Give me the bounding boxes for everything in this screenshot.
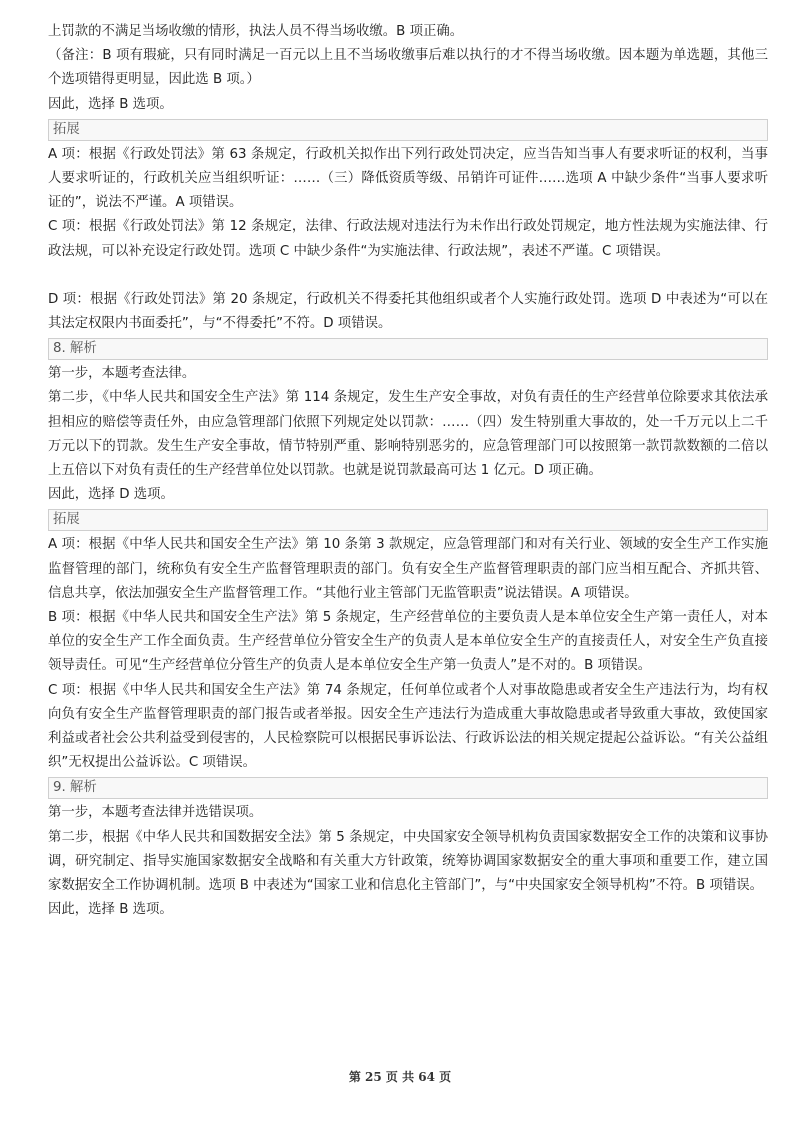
document-body (48, 20, 768, 923)
paragraph: C 项：根据《中华人民共和国安全生产法》第 74 条规定，任何单位或者个人对事故隐患或者安全生产违法行为，均有权向负有安全生产监督管理职责的部门报告或者举报。因安全生产违法行为造成重大事故隐患或者导致重大事故，致使国家利益或者社会公共利益受到侵害的，人民检察院可以根据民事诉讼法、行政诉讼法的相关规定提起公益诉讼。“有关公益组织”无权提出公益诉讼。C 项错误。 (48, 682, 768, 771)
conclusion-paragraph: 因此，选择 B 选项。 (48, 96, 173, 112)
paragraph: 第一步，本题考查法律并选错误项。 (48, 805, 263, 821)
paragraph: A 项：根据《中华人民共和国安全生产法》第 10 条第 3 款规定，应急管理部门和对有关行业、领域的安全生产工作实施监督管理的部门，统称负有安全生产监督管理职责的部门。负有安全生产监督管理职责的部门应当相互配合、齐抓共管、信息共享，依法加强安全生产监督管理工作。“其他行业主管部门无监管职责”说法错误。A 项错误。 (48, 537, 768, 601)
section-header-q8: 8. 解析 (48, 338, 768, 360)
section-header-extension: 拓展 (48, 119, 768, 141)
paragraph: 上罚款的不满足当场收缴的情形，执法人员不得当场收缴。B 项正确。 (48, 24, 464, 39)
section-header-q9: 9. 解析 (48, 777, 768, 799)
conclusion-paragraph: 因此，选择 D 选项。 (48, 487, 174, 503)
paragraph: 第二步，根据《中华人民共和国数据安全法》第 5 条规定，中央国家安全领导机构负责国家数据安全工作的决策和议事协调，研究制定、指导实施国家数据安全战略和有关重大方针政策，统筹协调国家数据安全的重大事项和重要工作，建立国家数据安全工作协调机制。选项 B 中表述为“国家工业和信息化主管部门”，与“中央国家安全领导机构”不符。B 项错误。 (48, 829, 768, 894)
paragraph: A 项：根据《行政处罚法》第 63 条规定，行政机关拟作出下列行政处罚决定，应当告知当事人有要求听证的权利，当事人要求听证的，行政机关应当组织听证：……（三）降低资质等级、吊销许可证件……选项 A 中缺少条件“当事人要求听证的”，说法不严谨。A 项错误。 (48, 146, 768, 211)
paragraph: 第一步，本题考查法律。 (48, 366, 196, 382)
section-header-extension: 拓展 (48, 509, 768, 531)
spacer (48, 264, 768, 288)
note-paragraph: （备注：B 项有瑕疵，只有同时满足一百元以上且不当场收缴事后难以执行的才不得当场收缴。因本题为单选题，其他三个选项错得更明显，因此选 B 项。） (48, 48, 768, 88)
paragraph: B 项：根据《中华人民共和国安全生产法》第 5 条规定，生产经营单位的主要负责人是本单位安全生产第一责任人，对本单位的安全生产工作全面负责。生产经营单位分管安全生产的负责人是本单位安全生产的直接责任人，对安全生产负直接领导责任。可见“生产经营单位分管生产的负责人是本单位安全生产第一负责人”是不对的。B 项错误。 (48, 610, 768, 674)
paragraph: 第二步，《中华人民共和国安全生产法》第 114 条规定，发生生产安全事故，对负有责任的生产经营单位除要求其依法承担相应的赔偿等责任外，由应急管理部门依照下列规定处以罚款：……（四）发生特别重大事故的，处一千万元以上二千万元以下的罚款。发生生产安全事故，情节特别严重、影响特别恶劣的，应急管理部门可以按照第一款罚款数额的二倍以上五倍以下对负有责任的生产经营单位处以罚款。也就是说罚款最高可达 1 亿元。D 项正确。 (48, 390, 768, 479)
paragraph: D 项：根据《行政处罚法》第 20 条规定，行政机关不得委托其他组织或者个人实施行政处罚。选项 D 中表述为“可以在其法定权限内书面委托”，与“不得委托”不符。D 项错误。 (48, 291, 768, 332)
conclusion-paragraph: 因此，选择 B 选项。 (48, 902, 173, 918)
paragraph: C 项：根据《行政处罚法》第 12 条规定，法律、行政法规对违法行为未作出行政处罚规定，地方性法规为实施法律、行政法规，可以补充设定行政处罚。选项 C 中缺少条件“为实施法律、行政法规”，表述不严谨。C 项错误。 (48, 219, 768, 259)
page-number: 第 25 页 共 64 页 (348, 1070, 452, 1084)
